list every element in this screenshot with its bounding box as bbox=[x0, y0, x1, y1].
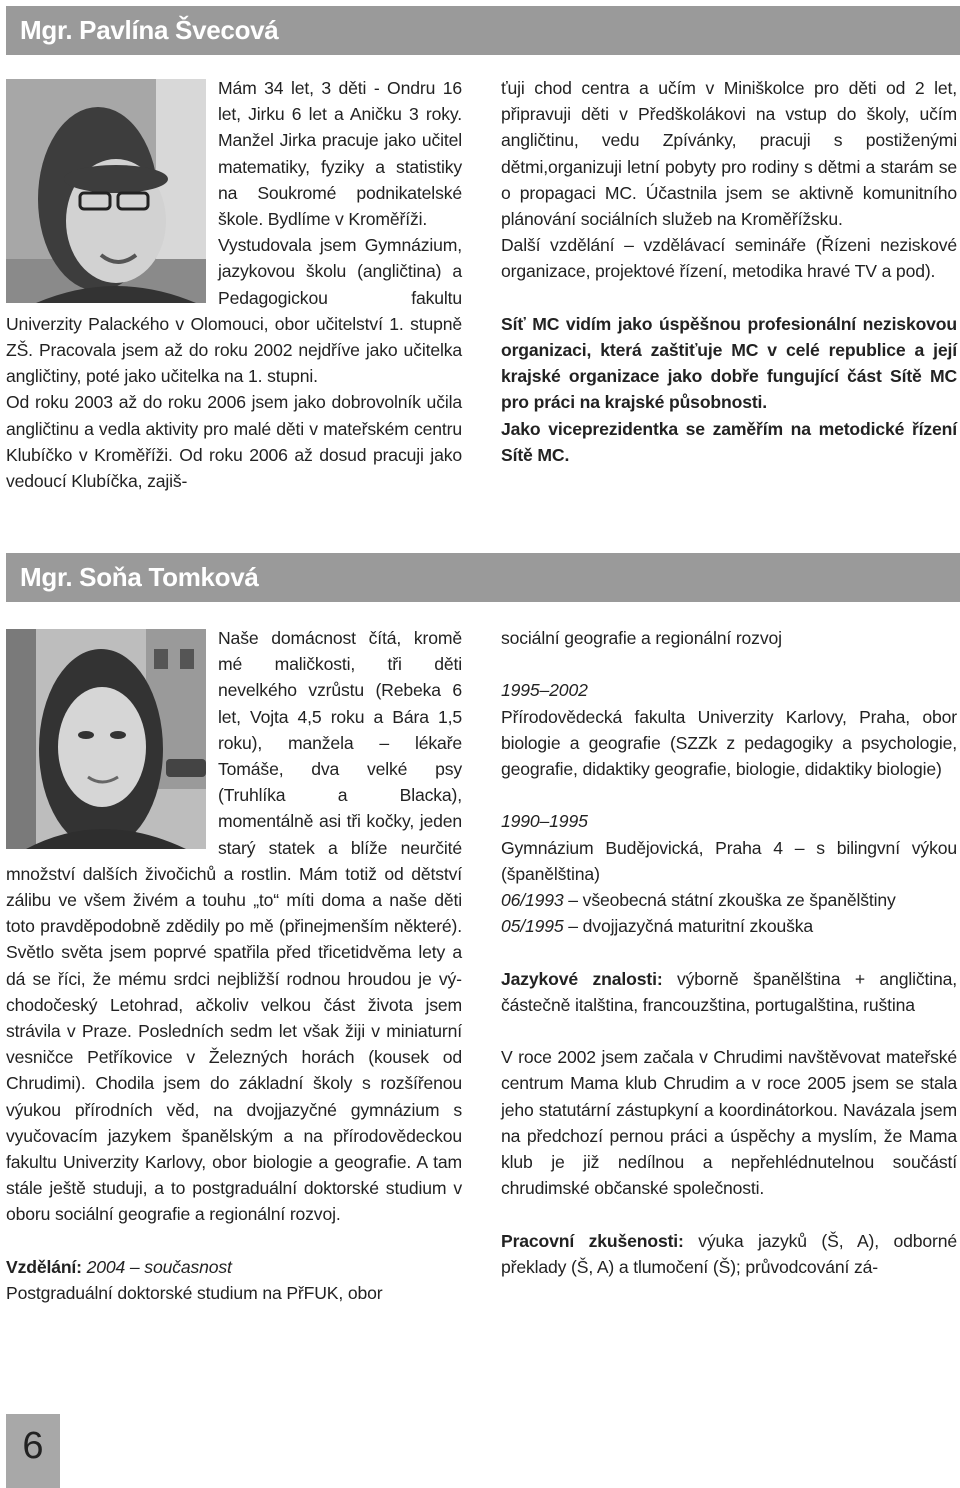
languages-label: Jazykové znalosti: bbox=[501, 968, 663, 989]
tomkova-left-column bbox=[6, 625, 462, 1306]
education-item-1-cont: sociální geografie a regionální rozvoj bbox=[501, 628, 782, 648]
education-label: Vzdělání: bbox=[6, 1256, 82, 1277]
education-period-1: 2004 – současnost bbox=[86, 1256, 232, 1277]
section-header-svecova: Mgr. Pavlína Švecová bbox=[6, 6, 960, 55]
svecova-bio-work: Od roku 2003 až do roku 2006 jsem jako dobrovolník učila angličtinu a vedla aktivity pro malé děti v mateřském centru Klubíčko v Kroměříži. Od roku 2006 až dosud pracuji jako vedoucí Klubíčka, zajiš- bbox=[6, 392, 462, 492]
education-period-2: 1995–2002 bbox=[501, 680, 588, 701]
tomkova-portrait-photo bbox=[6, 629, 206, 849]
exam-1-date: 06/1993 bbox=[501, 890, 564, 910]
portrait-image bbox=[6, 629, 206, 849]
svecova-vision: Síť MC vidím jako úspěšnou profesionální neziskovou organizaci, která zaštiťuje MC v celé republice a její krajské organizace jako dobře fungující část Sítě MC pro práci na krajské působnosti. bbox=[501, 313, 957, 413]
svecova-left-column bbox=[6, 75, 462, 494]
tomkova-education-header bbox=[6, 1254, 462, 1280]
svecova-right-column bbox=[501, 75, 957, 468]
exam-1 bbox=[501, 887, 957, 913]
svecova-vp-focus: Jako viceprezidentka se zaměřím na metodické řízení Sítě MC. bbox=[501, 418, 957, 465]
education-item-2: Přírodovědecká fakulta Univerzity Karlovy, Praha, obor biologie a geografie (SZZk z pedagogiky a psychologie, geografie, didaktiky geografie, biologie, didaktiky biologie) bbox=[501, 706, 957, 779]
tomkova-bio: Naše domácnost čítá, kromě mé maličkosti, tři děti nevelkého vzrůstu (Rebeka 6 let, Vojta 4,5 roku a Bára 1,5 roku), manžela – lékaře Tomáše, dva velké psy (Truhlíka a Blacka), momentálně asi tři kočky, jeden starý statek a blíže neurčité množství dalších živočichů a rostlin. Mám totiž od dětství zálibu ve všem živém a touhu „to“ míti doma a naše děti toto pravděpodobně zdědily po mě (přinejmenším některé). Světlo světa jsem poprvé spatřila před třicetidvěma lety a dá se říci, že mému srdci nejbližší rodnou hroudou je východočeský Letohrad, ačkoliv velkou část života jsem strávila v Praze. Posledních sedm let však žiji v miniaturní vesničce Petříkovice v Železných horách (kousek od Chrudimi). Chodila jsem do základní školy s rozšířenou výukou přírodních věd, na dvojjazyčné gymnázium s vyučovacím jazykem španělským a na přírodovědeckou fakultu Univerzity Karlovy, obor biologie a geografie. A tam stále ještě studuji, a to postgraduální doktorské studium v oboru sociální geografie a regionální rozvoj. bbox=[6, 628, 462, 1225]
svecova-bio-family: Mám 34 let, 3 děti - Ondru 16 let, Jirku 6 let a Aničku 3 roky. Manžel Jirka pracuje jako učitel matematiky, fyziky a statistiky na Soukromé podnikatelské škole. Bydlíme v Kroměříži. bbox=[218, 78, 462, 230]
svecova-portrait-photo bbox=[6, 79, 206, 303]
languages-text: výborně španělština + angličtina, částečně italština, francouzština, portugalština, ruština bbox=[501, 968, 957, 1015]
svecova-bio-work-cont: ťuji chod centra a učím v Miniškolce pro děti od 2 let, připravuji děti v Předškolákovi na vstup do školy, učím angličtinu, vedu Zpívánky, pracuji s postiženými dětmi,organizuji letní pobyty pro rodiny s dětmi a starám se o propagaci MC. Účastnila jsem se aktivně komunitního plánování sociálních služeb na Kroměřížsku. bbox=[501, 78, 957, 230]
svecova-further-education: Další vzdělání – vzdělávací semináře (Řízeni neziskové organizace, projektové řízení, metodika hravé TV a pod). bbox=[501, 235, 957, 282]
exam-1-text: – všeobecná státní zkouška ze španělštiny bbox=[563, 890, 896, 910]
work-text: výuka jazyků (Š, A), odborné překlady (Š, A) a tlumočení (Š); průvodcování zá- bbox=[501, 1230, 957, 1277]
work-label: Pracovní zkušenosti: bbox=[501, 1230, 684, 1251]
tomkova-mc-experience: V roce 2002 jsem začala v Chrudimi navštěvovat mateřské centrum Mama klub Chrudim a v roce 2005 jsem se stala jeho statutární zástupkyní a koordinátorkou. Navázala jsem na předchozí pernou práci a úspěchy a myslím, že Mama klub je již nedílnou a nepřehlédnutelnou součástí chrudimské občanské společnosti. bbox=[501, 1047, 957, 1199]
work-experience bbox=[501, 1228, 957, 1280]
education-period-3: 1990–1995 bbox=[501, 811, 588, 832]
education-item-3: Gymnázium Budějovická, Praha 4 – s bilingvní výkou (španělština) bbox=[501, 837, 957, 884]
portrait-image bbox=[6, 79, 206, 303]
svecova-bio-education: Vystudovala jsem Gymnázium, jazykovou školu (angličtina) a Pedagogickou fakultu Univerzity Palackého v Olomouci, obor učitelství 1. stupně ZŠ. Pracovala jsem až do roku 2002 nejdříve jako učitelka angličtiny, poté jako učitelka na 1. stupni. bbox=[6, 235, 462, 387]
section-header-tomkova: Mgr. Soňa Tomková bbox=[6, 553, 960, 602]
languages bbox=[501, 966, 957, 1018]
exam-2-text: – dvojjazyčná maturitní zkouška bbox=[563, 916, 814, 937]
exam-2 bbox=[501, 913, 957, 939]
exam-2-date: 05/1995 bbox=[501, 916, 564, 937]
education-item-1: Postgraduální doktorské studium na PřFUK, obor bbox=[6, 1283, 383, 1304]
tomkova-right-column bbox=[501, 625, 957, 1280]
page-number: 6 bbox=[6, 1414, 60, 1488]
